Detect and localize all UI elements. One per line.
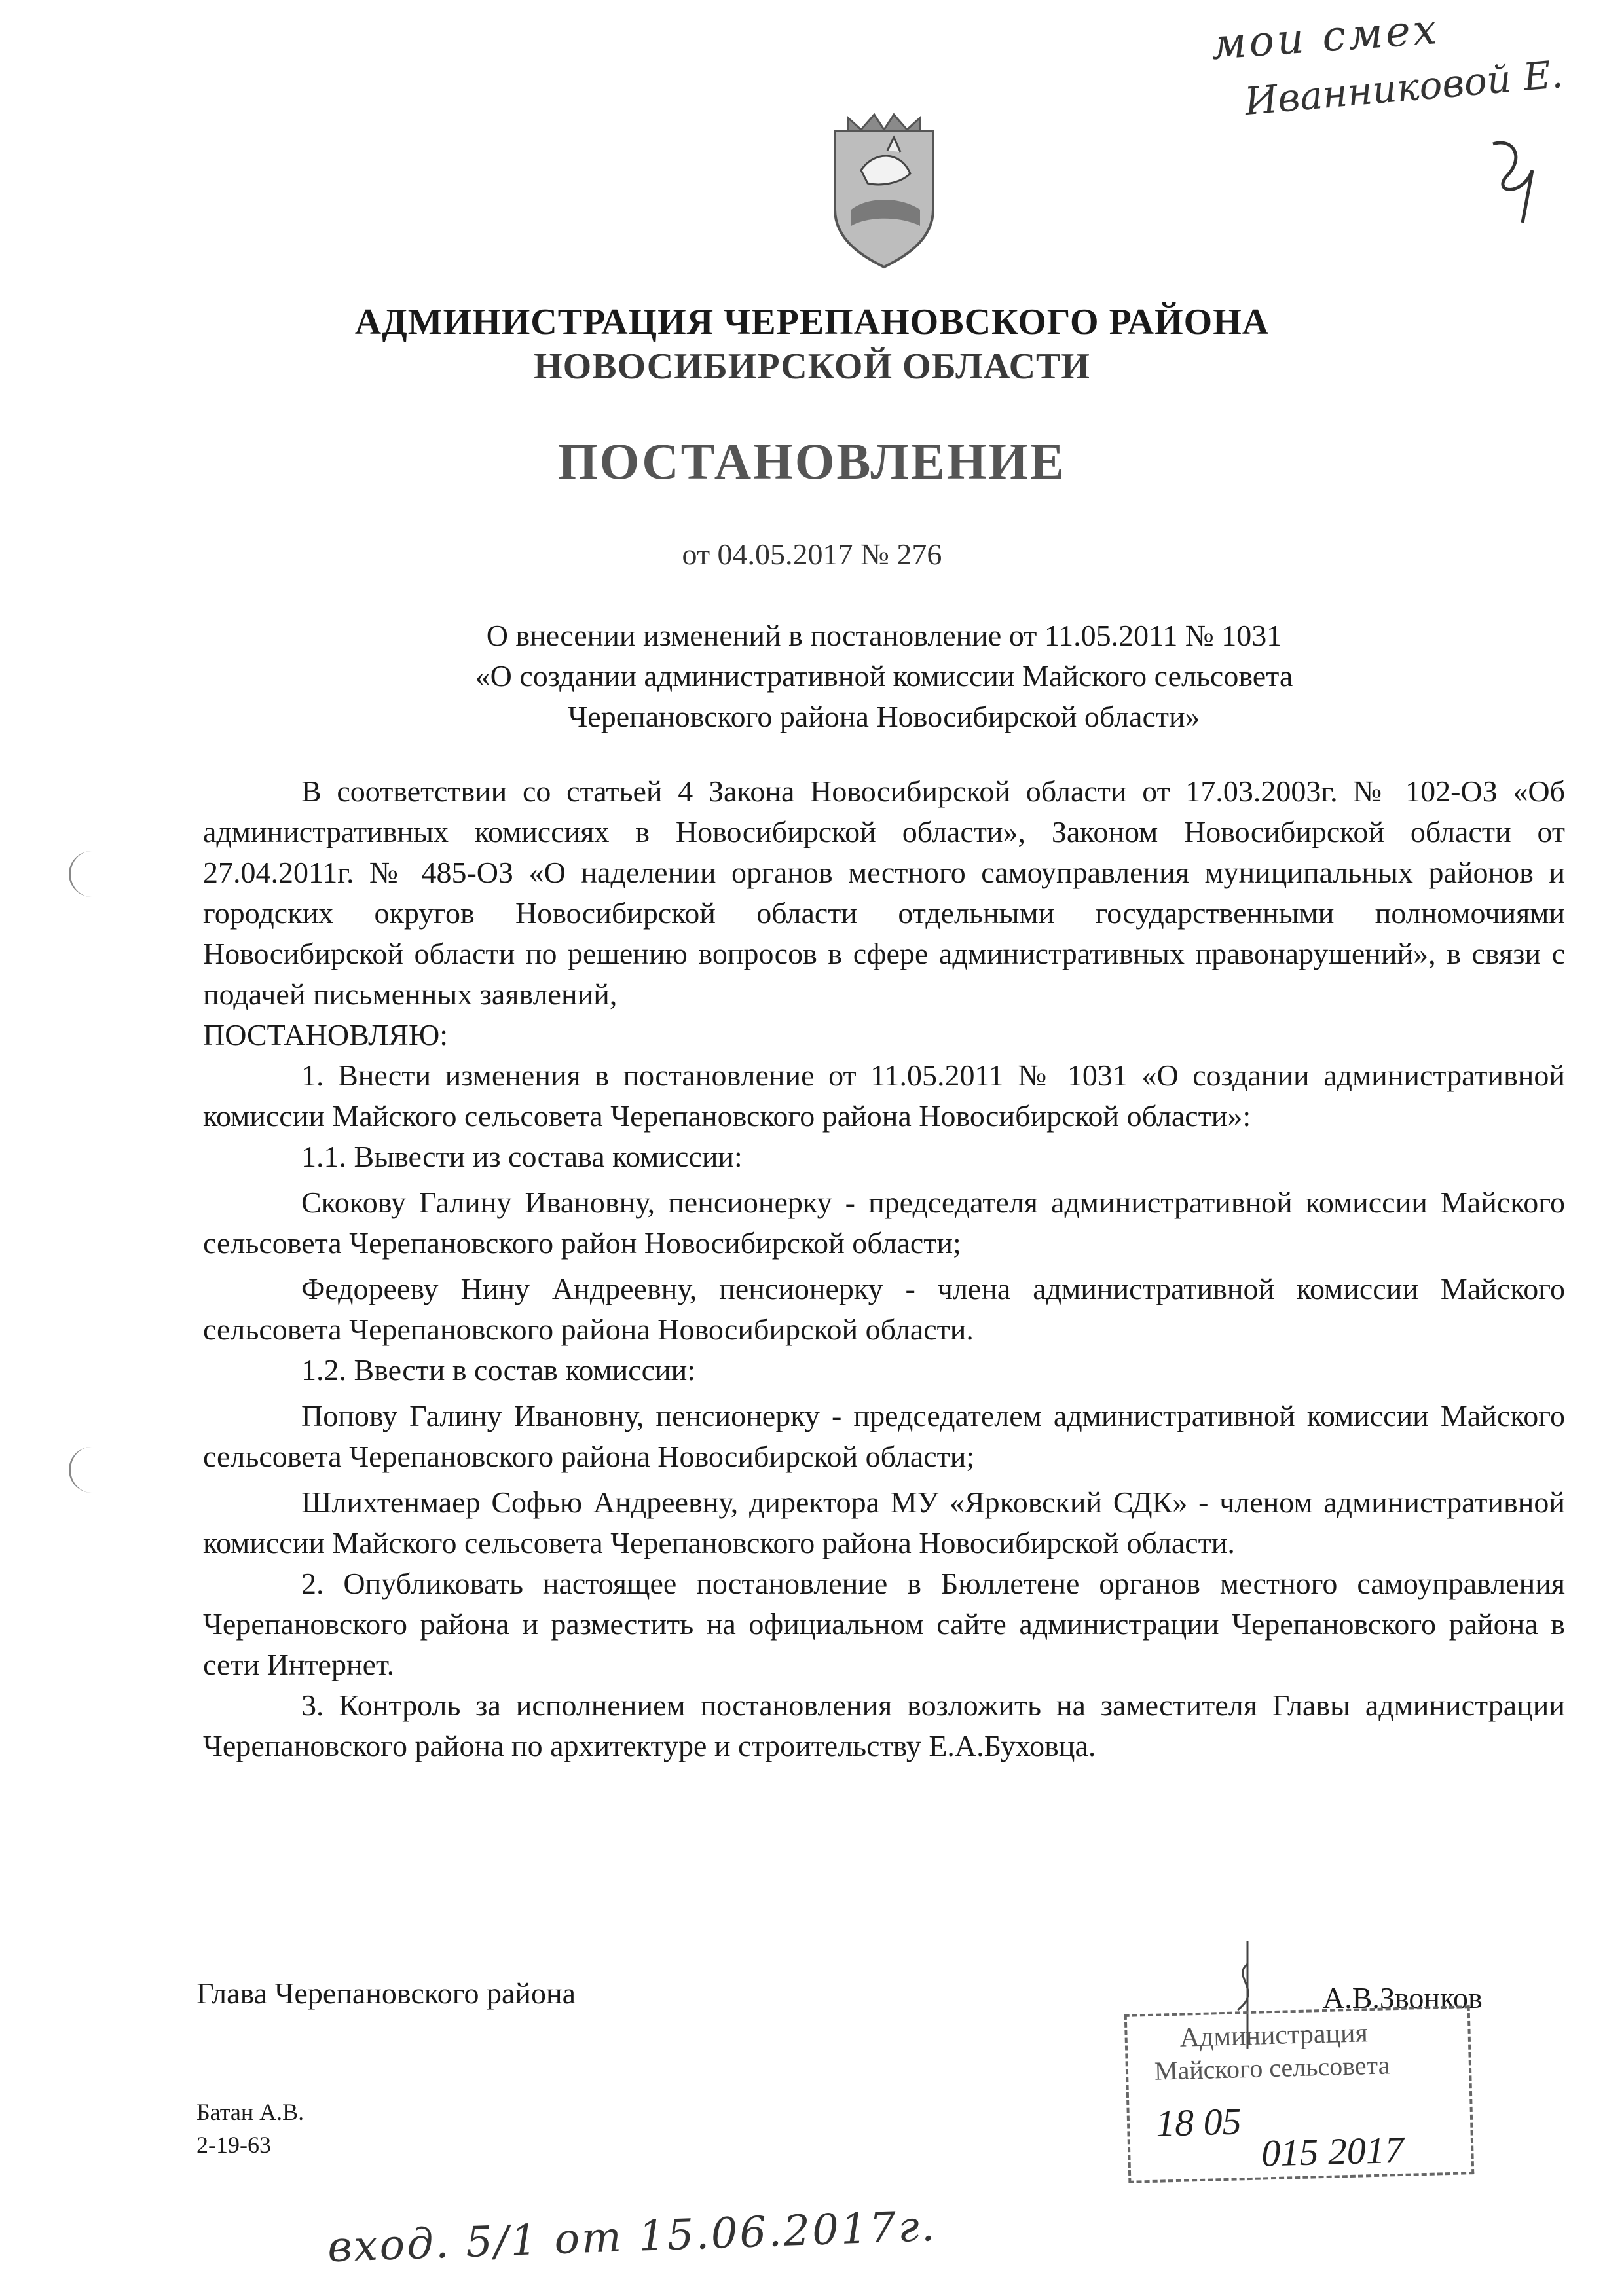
document-date-number: от 04.05.2017 № 276 [682,538,942,571]
handwritten-note-line2: Иванниковой Е. [1242,51,1565,124]
executor-phone: 2-19-63 [196,2132,271,2158]
document-subject [341,615,1428,737]
preamble-paragraph: В соответствии со статьей 4 Закона Новосибирской области от 17.03.2003г. № 102-ОЗ «Об административных комиссиях в Новосибирской области», Законом Новосибирской области от 27.04.2011г. № 485-ОЗ «О наделении органов местного самоуправления муниципальных районов и городских округов Новосибирской области отдельными государственными полномочиями Новосибирской области по решению вопросов в сфере административных правонарушений», в связи с подачей письменных заявлений, [203,774,1565,1011]
organization-name-line2: НОВОСИБИРСКОЙ ОБЛАСТИ [534,346,1090,387]
handwritten-initials-mark [1486,131,1545,229]
organization-name-line1: АДМИНИСТРАЦИЯ ЧЕРЕПАНОВСКОГО РАЙОНА [354,302,1270,342]
stamp-line2: Майского сельсовета [1154,2050,1390,2086]
signatory-title: Глава Черепановского района [196,1977,576,2010]
item-1-1: 1.1. Вывести из состава комиссии: [301,1140,743,1173]
margin-bracket-mark [69,851,97,897]
subject-line1: О внесении изменений в постановление от 11.05.2011 № 1031 [486,619,1282,652]
executor-name: Батан А.В. [196,2099,304,2125]
item-1-2: 1.2. Ввести в состав комиссии: [301,1353,696,1387]
stamp-number: 015 2017 [1261,2128,1405,2175]
subject-line3: Черепановского района Новосибирской области» [568,700,1200,733]
subject-line2: «О создании административной комиссии Майского сельсовета [475,659,1293,693]
item-1: 1. Внести изменения в постановление от 11.05.2011 № 1031 «О создании административной комиссии Майского сельсовета Черепановского района Новосибирской области»: [203,1059,1565,1133]
item-1-2-b: Шлихтенмаер Софью Андреевну, директора МУ «Ярковский СДК» - членом административной комиссии Майского сельсовета Черепановского района Новосибирской области. [203,1485,1565,1559]
margin-bracket-mark [69,1447,97,1493]
item-1-2-a: Попову Галину Ивановну, пенсионерку - председателем административной комиссии Майского сельсовета Черепановского района Новосибирской области; [203,1399,1565,1473]
decree-heading: ПОСТАНОВЛЯЮ: [203,1018,449,1051]
signatory-name: А.В.Звонков [1323,1981,1483,2014]
incoming-registration-stamp [1124,2005,1475,2183]
stamp-line1: Администрация [1179,2018,1369,2053]
item-3: 3. Контроль за исполнением постановления возложить на заместителя Главы администрации Черепановского района по архитектуре и строительству Е.А.Буховца. [203,1688,1565,1762]
document-body [203,771,1565,1766]
coat-of-arms-emblem [822,111,946,272]
handwritten-note-line1: мои смех [1209,5,1441,70]
item-1-1-a: Скокову Галину Ивановну, пенсионерку - председателя административной комиссии Майского сельсовета Черепановского район Новосибирской области; [203,1186,1565,1260]
document-type-title: ПОСТАНОВЛЕНИЕ [557,433,1066,490]
item-2: 2. Опубликовать настоящее постановление в Бюллетене органов местного самоуправления Черепановского района и разместить на официальном сайте администрации Черепановского района в сети Интернет. [203,1567,1565,1681]
stamp-date: 18 05 [1155,2100,1242,2145]
item-1-1-b: Федорееву Нину Андреевну, пенсионерку - члена административной комиссии Майского сельсовета Черепановского района Новосибирской области. [203,1272,1565,1346]
handwritten-incoming-note: вход. 5/1 от 15.06.2017г. [326,2202,938,2272]
